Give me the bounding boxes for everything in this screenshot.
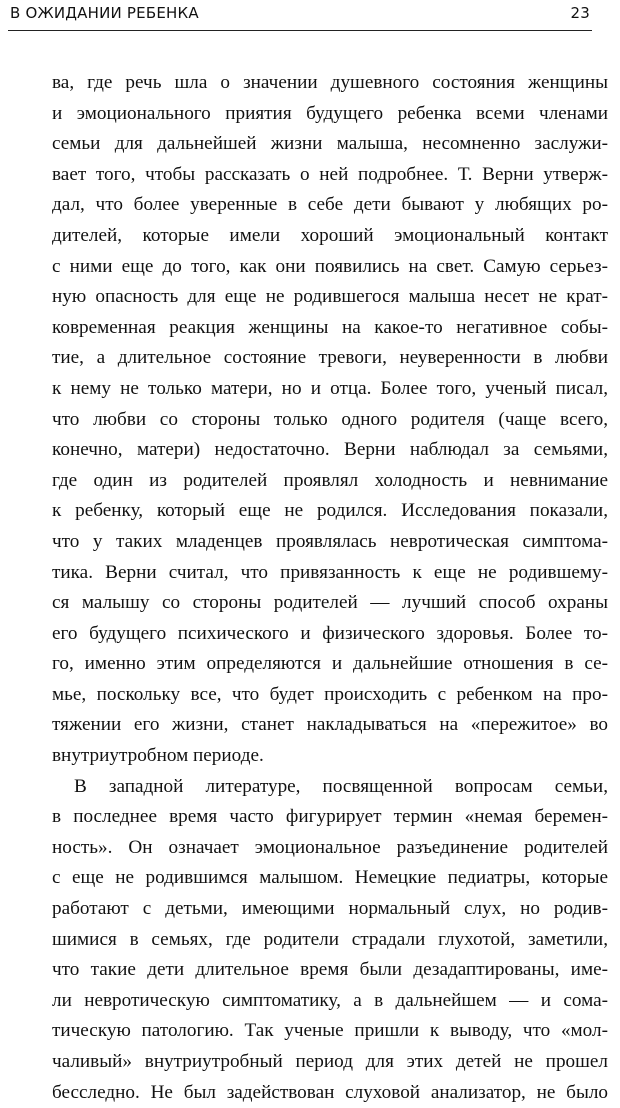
text-line: бесследно. Не был задействован слуховой анализатор, не было <box>52 1081 608 1103</box>
page-number: 23 <box>570 4 590 22</box>
text-line: что такие дети длительное время были дезадаптированы, име- <box>52 959 608 981</box>
text-line: с еще не родившимся малышом. Немецкие педиатры, которые <box>52 867 608 889</box>
running-title: В ОЖИДАНИИ РЕБЕНКА <box>10 4 199 22</box>
paragraph-1 <box>52 68 608 772</box>
text-line: тика. Верни считал, что привязанность к еще не родившему- <box>52 561 608 583</box>
text-line: что у таких младенцев проявлялась невротическая симптома- <box>52 530 608 552</box>
text-line: внутриутробном периоде. <box>52 745 264 767</box>
text-line: конечно, матери) недостаточно. Верни наблюдал за семьями, <box>52 439 608 461</box>
text-line: тие, а длительное состояние тревоги, неуверенности в любви <box>52 347 608 369</box>
text-line: к ребенку, который еще не родился. Исследования показали, <box>52 500 608 522</box>
text-line: к нему не только матери, но и отца. Более того, ученый писал, <box>52 377 608 399</box>
text-line: шимися в семьях, где родители страдали глухотой, заметили, <box>52 928 608 950</box>
text-line: тическую патологию. Так ученые пришли к выводу, что «мол- <box>52 1020 608 1042</box>
running-header <box>8 0 592 31</box>
text-line: и эмоционального приятия будущего ребенка всеми членами <box>52 102 608 124</box>
text-line: В западной литературе, посвященной вопросам семьи, <box>74 775 608 797</box>
text-line: мье, поскольку все, что будет происходить с ребенком на про- <box>52 683 608 705</box>
text-line: вает того, чтобы рассказать о ней подробнее. Т. Верни утверж- <box>52 163 608 185</box>
text-line: где один из родителей проявлял холодность и невнимание <box>52 469 608 491</box>
text-line: го, именно этим определяются и дальнейшие отношения в се- <box>52 653 608 675</box>
text-line: тяжении его жизни, станет накладываться на «пережитое» во <box>52 714 608 736</box>
text-line: его будущего психического и физического здоровья. Более то- <box>52 622 608 644</box>
text-line: ли невротическую симптоматику, а в дальнейшем — и сома- <box>52 989 608 1011</box>
text-line: дителей, которые имели хороший эмоциональный контакт <box>52 224 608 246</box>
text-line: ковременная реакция женщины на какое-то негативное собы- <box>52 316 608 338</box>
text-line: семьи для дальнейшей жизни малыша, несомненно заслужи- <box>52 133 608 155</box>
text-line: с ними еще до того, как они появились на свет. Самую серьез- <box>52 255 608 277</box>
text-line: дал, что более уверенные в себе дети бывают у любящих ро- <box>52 194 608 216</box>
text-line: ва, где речь шла о значении душевного состояния женщины <box>52 72 608 93</box>
text-line: работают с детьми, имеющими нормальный слух, но родив- <box>52 898 608 920</box>
paragraph-2 <box>52 772 608 1108</box>
text-line: что любви со стороны только одного родителя (чаще всего, <box>52 408 608 430</box>
text-line: ную опасность для еще не родившегося малыша несет не крат- <box>52 286 608 308</box>
body-text <box>52 68 608 1108</box>
text-line: ность». Он означает эмоциональное разъединение родителей <box>52 836 608 858</box>
text-line: ся малышу со стороны родителей — лучший способ охраны <box>52 592 608 614</box>
text-line: в последнее время часто фигурирует термин «немая беремен- <box>52 806 608 828</box>
text-line: чаливый» внутриутробный период для этих детей не прошел <box>52 1051 608 1072</box>
